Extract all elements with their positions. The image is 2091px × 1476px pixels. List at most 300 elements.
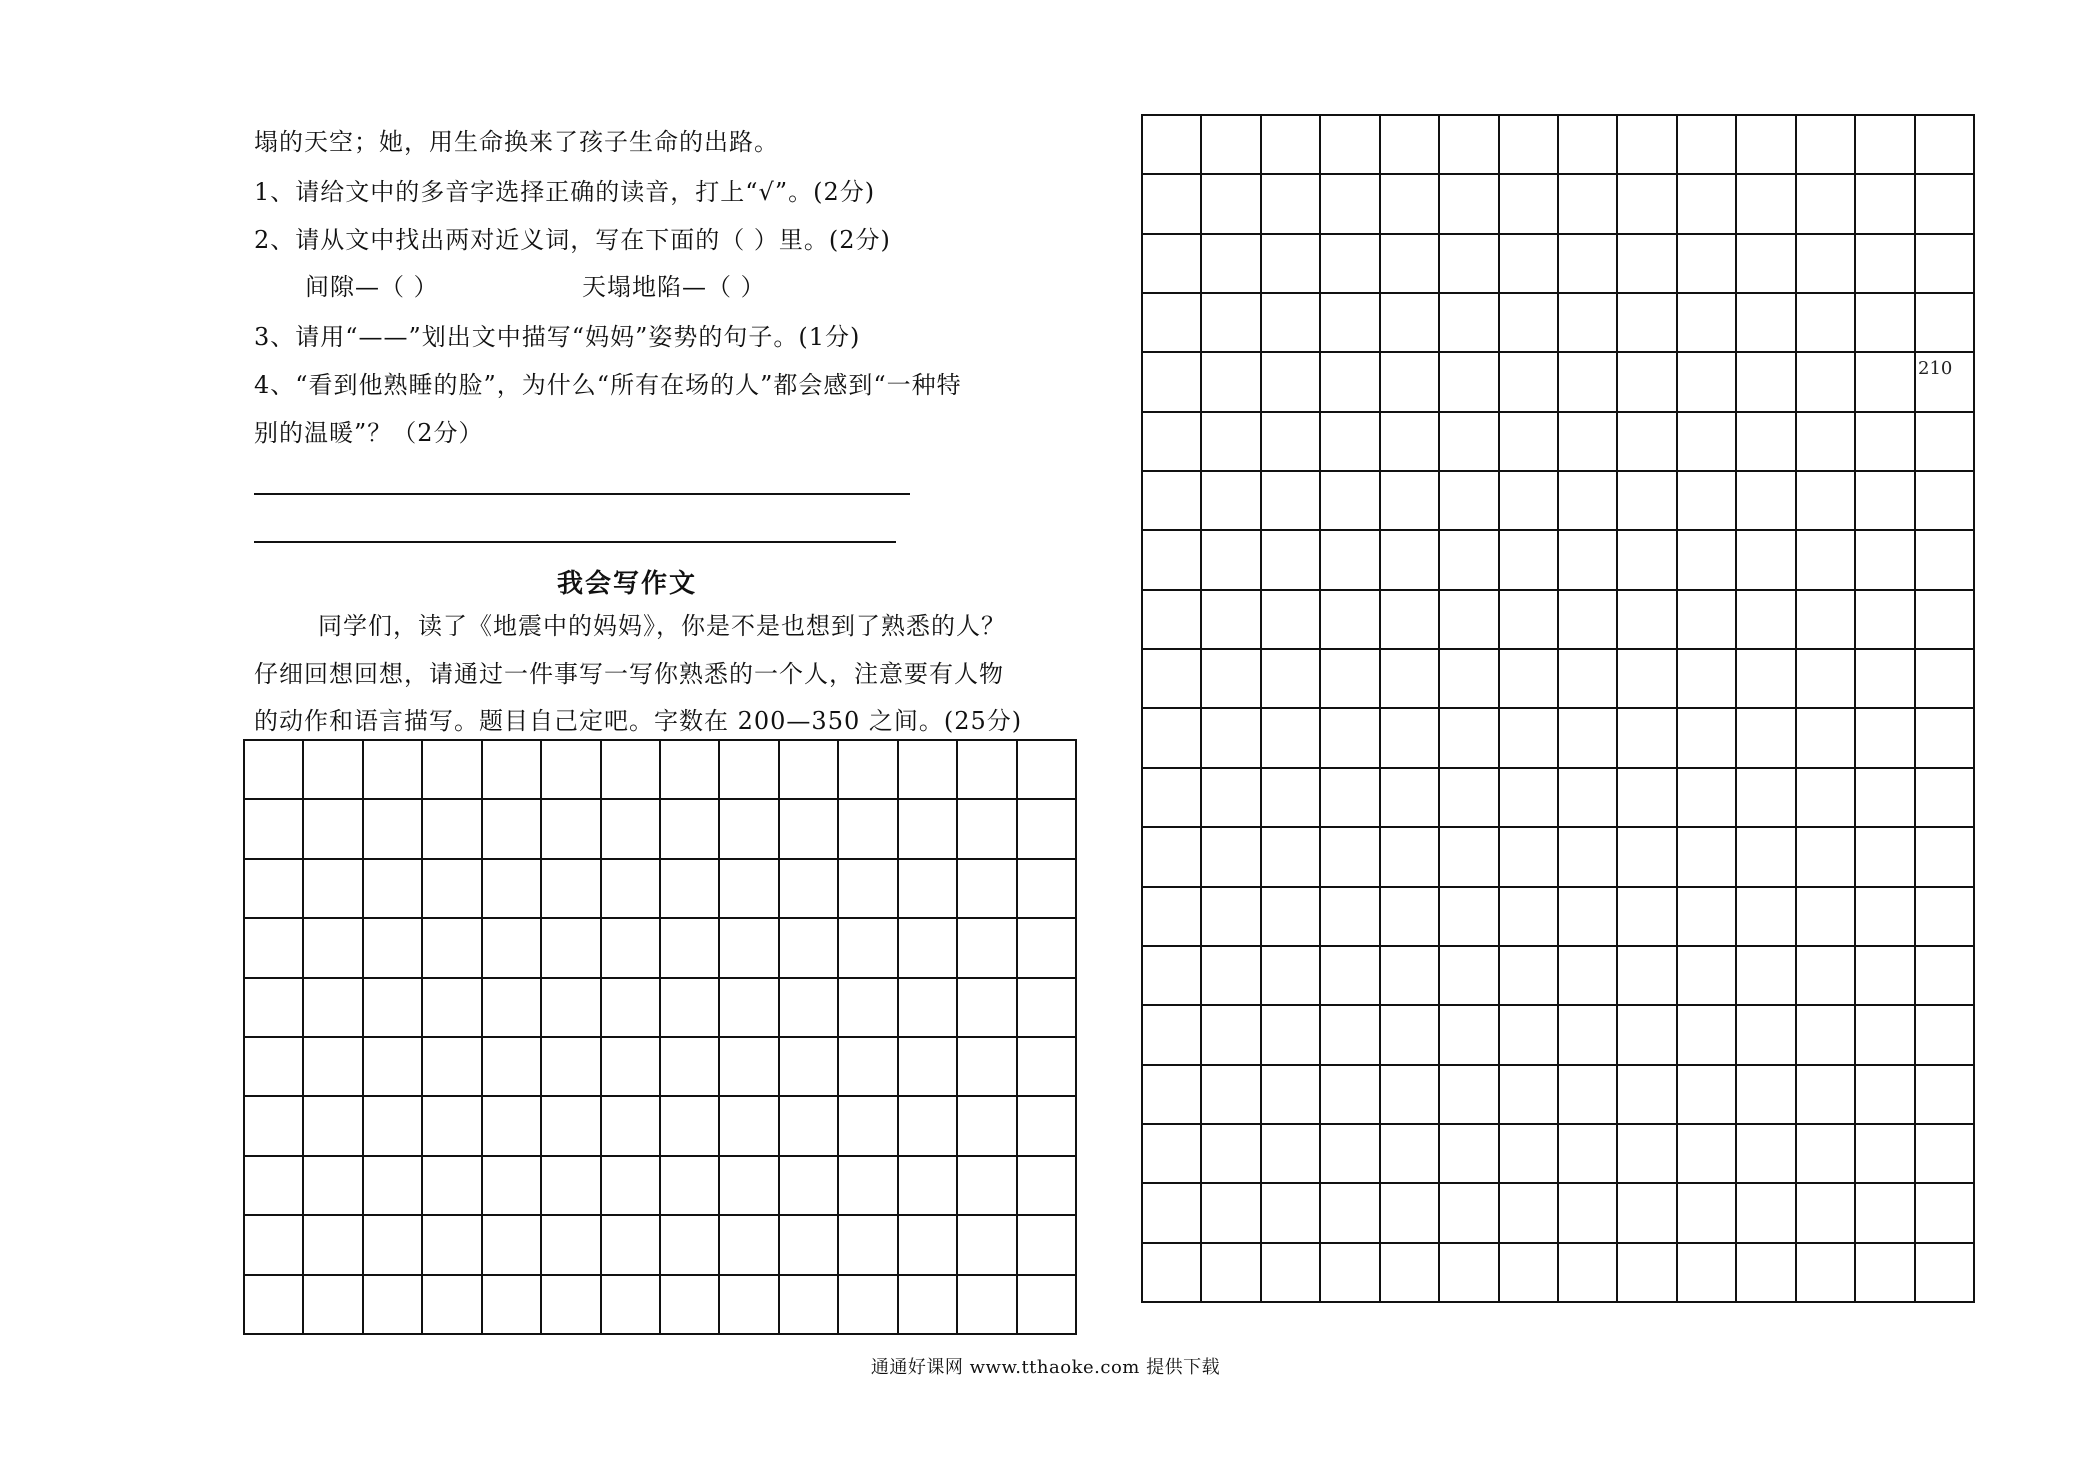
- grid-cell[interactable]: [1202, 947, 1261, 1006]
- grid-cell[interactable]: [1440, 531, 1499, 590]
- grid-cell[interactable]: [1440, 472, 1499, 531]
- grid-cell[interactable]: [1143, 1125, 1202, 1184]
- grid-cell[interactable]: [1321, 1244, 1380, 1303]
- grid-cell[interactable]: [1381, 709, 1440, 768]
- grid-cell[interactable]: [1737, 294, 1796, 353]
- grid-cell[interactable]: [780, 919, 839, 978]
- grid-cell[interactable]: [1618, 1184, 1677, 1243]
- grid-cell[interactable]: [661, 1276, 720, 1335]
- grid-cell[interactable]: [780, 1216, 839, 1275]
- grid-cell[interactable]: [958, 1038, 1017, 1097]
- grid-cell[interactable]: [1018, 1157, 1077, 1216]
- grid-cell[interactable]: [423, 1276, 482, 1335]
- grid-cell[interactable]: [780, 1276, 839, 1335]
- grid-cell[interactable]: [1202, 709, 1261, 768]
- grid-cell[interactable]: [1381, 1125, 1440, 1184]
- grid-cell[interactable]: [839, 1038, 898, 1097]
- grid-cell[interactable]: [1143, 1006, 1202, 1065]
- grid-cell[interactable]: [780, 1157, 839, 1216]
- grid-cell[interactable]: [245, 860, 304, 919]
- grid-cell[interactable]: [1262, 353, 1321, 412]
- grid-cell[interactable]: [1440, 413, 1499, 472]
- grid-cell[interactable]: [1559, 888, 1618, 947]
- grid-cell[interactable]: [423, 800, 482, 859]
- grid-cell[interactable]: [720, 919, 779, 978]
- grid-cell[interactable]: [1856, 769, 1915, 828]
- grid-cell[interactable]: [1559, 1184, 1618, 1243]
- grid-cell[interactable]: [1618, 175, 1677, 234]
- grid-cell[interactable]: [245, 741, 304, 800]
- grid-cell[interactable]: [780, 860, 839, 919]
- grid-cell[interactable]: [245, 1216, 304, 1275]
- grid-cell[interactable]: [1321, 769, 1380, 828]
- grid-cell[interactable]: [1440, 1244, 1499, 1303]
- grid-cell[interactable]: [1559, 472, 1618, 531]
- grid-cell[interactable]: [1737, 709, 1796, 768]
- grid-cell[interactable]: [1797, 769, 1856, 828]
- grid-cell[interactable]: [1202, 1184, 1261, 1243]
- grid-cell[interactable]: [1797, 1125, 1856, 1184]
- grid-cell[interactable]: [304, 1216, 363, 1275]
- grid-cell[interactable]: [1916, 531, 1975, 590]
- grid-cell[interactable]: [1916, 591, 1975, 650]
- grid-cell[interactable]: [1500, 709, 1559, 768]
- grid-cell[interactable]: [602, 1276, 661, 1335]
- grid-cell[interactable]: [1916, 888, 1975, 947]
- grid-cell[interactable]: [602, 1038, 661, 1097]
- grid-cell[interactable]: [1440, 175, 1499, 234]
- grid-cell[interactable]: [1559, 709, 1618, 768]
- grid-cell[interactable]: [423, 979, 482, 1038]
- grid-cell[interactable]: [839, 860, 898, 919]
- grid-cell[interactable]: [1381, 353, 1440, 412]
- grid-cell[interactable]: [364, 1097, 423, 1156]
- grid-cell[interactable]: [1143, 472, 1202, 531]
- grid-cell[interactable]: [839, 919, 898, 978]
- grid-cell[interactable]: [1916, 413, 1975, 472]
- grid-cell[interactable]: [1381, 1066, 1440, 1125]
- grid-cell[interactable]: [958, 1216, 1017, 1275]
- grid-cell[interactable]: [1262, 531, 1321, 590]
- grid-cell[interactable]: [1856, 1006, 1915, 1065]
- grid-cell[interactable]: [1321, 472, 1380, 531]
- grid-cell[interactable]: [1500, 591, 1559, 650]
- grid-cell[interactable]: [1321, 650, 1380, 709]
- grid-cell[interactable]: [1143, 1066, 1202, 1125]
- grid-cell[interactable]: [1678, 828, 1737, 887]
- grid-cell[interactable]: [1559, 1066, 1618, 1125]
- grid-cell[interactable]: [1559, 650, 1618, 709]
- grid-cell[interactable]: [1737, 116, 1796, 175]
- grid-cell[interactable]: [899, 979, 958, 1038]
- grid-cell[interactable]: [245, 979, 304, 1038]
- grid-cell[interactable]: [1797, 1006, 1856, 1065]
- grid-cell[interactable]: [720, 1038, 779, 1097]
- grid-cell[interactable]: [899, 860, 958, 919]
- grid-cell[interactable]: [1678, 1006, 1737, 1065]
- grid-cell[interactable]: [1916, 294, 1975, 353]
- grid-cell[interactable]: [1618, 472, 1677, 531]
- grid-cell[interactable]: [1381, 1184, 1440, 1243]
- grid-cell[interactable]: [364, 1216, 423, 1275]
- grid-cell[interactable]: [423, 1216, 482, 1275]
- grid-cell[interactable]: [1916, 1006, 1975, 1065]
- grid-cell[interactable]: [839, 1276, 898, 1335]
- grid-cell[interactable]: [1678, 769, 1737, 828]
- grid-cell[interactable]: [1202, 353, 1261, 412]
- grid-cell[interactable]: [1018, 1097, 1077, 1156]
- grid-cell[interactable]: [958, 1097, 1017, 1156]
- grid-cell[interactable]: [1678, 947, 1737, 1006]
- grid-cell[interactable]: [245, 800, 304, 859]
- grid-cell[interactable]: [1856, 531, 1915, 590]
- grid-cell[interactable]: [899, 1097, 958, 1156]
- grid-cell[interactable]: [1262, 1184, 1321, 1243]
- grid-cell[interactable]: [1381, 1244, 1440, 1303]
- grid-cell[interactable]: [1143, 1244, 1202, 1303]
- grid-cell[interactable]: [780, 741, 839, 800]
- grid-cell[interactable]: [1262, 591, 1321, 650]
- writing-grid-right[interactable]: [1141, 114, 1975, 1303]
- grid-cell[interactable]: [542, 919, 601, 978]
- grid-cell[interactable]: [1321, 413, 1380, 472]
- grid-cell[interactable]: [483, 800, 542, 859]
- grid-cell[interactable]: [1678, 888, 1737, 947]
- grid-cell[interactable]: [1916, 1244, 1975, 1303]
- grid-cell[interactable]: [542, 1038, 601, 1097]
- grid-cell[interactable]: [1678, 116, 1737, 175]
- grid-cell[interactable]: [1737, 947, 1796, 1006]
- grid-cell[interactable]: [1262, 709, 1321, 768]
- grid-cell[interactable]: [1737, 353, 1796, 412]
- grid-cell[interactable]: [1500, 294, 1559, 353]
- grid-cell[interactable]: [1321, 828, 1380, 887]
- grid-cell[interactable]: [1856, 472, 1915, 531]
- grid-cell[interactable]: [1440, 828, 1499, 887]
- grid-cell[interactable]: [1381, 531, 1440, 590]
- grid-cell[interactable]: [720, 979, 779, 1038]
- grid-cell[interactable]: [1916, 947, 1975, 1006]
- grid-cell[interactable]: [1737, 591, 1796, 650]
- grid-cell[interactable]: [245, 1276, 304, 1335]
- grid-cell[interactable]: [1262, 769, 1321, 828]
- grid-cell[interactable]: [1618, 413, 1677, 472]
- grid-cell[interactable]: [483, 919, 542, 978]
- grid-cell[interactable]: [1797, 1184, 1856, 1243]
- grid-cell[interactable]: [423, 1038, 482, 1097]
- grid-cell[interactable]: [602, 741, 661, 800]
- grid-cell[interactable]: [780, 800, 839, 859]
- grid-cell[interactable]: [483, 860, 542, 919]
- grid-cell[interactable]: [1797, 413, 1856, 472]
- grid-cell[interactable]: [1797, 235, 1856, 294]
- grid-cell[interactable]: [1202, 1066, 1261, 1125]
- grid-cell[interactable]: [1559, 947, 1618, 1006]
- answer-line-1[interactable]: [254, 493, 910, 495]
- grid-cell[interactable]: [1018, 860, 1077, 919]
- grid-cell[interactable]: [1202, 531, 1261, 590]
- grid-cell[interactable]: [1797, 1244, 1856, 1303]
- grid-cell[interactable]: [899, 1038, 958, 1097]
- grid-cell[interactable]: [1321, 1184, 1380, 1243]
- answer-line-2[interactable]: [254, 541, 896, 543]
- grid-cell[interactable]: [1618, 947, 1677, 1006]
- grid-cell[interactable]: [1143, 1184, 1202, 1243]
- grid-cell[interactable]: [1143, 947, 1202, 1006]
- grid-cell[interactable]: [1381, 472, 1440, 531]
- grid-cell[interactable]: [1737, 1244, 1796, 1303]
- grid-cell[interactable]: [958, 919, 1017, 978]
- grid-cell[interactable]: [661, 800, 720, 859]
- grid-cell[interactable]: [1916, 1066, 1975, 1125]
- grid-cell[interactable]: [1321, 591, 1380, 650]
- grid-cell[interactable]: [661, 1216, 720, 1275]
- grid-cell[interactable]: [720, 1097, 779, 1156]
- grid-cell[interactable]: [304, 979, 363, 1038]
- grid-cell[interactable]: [1381, 235, 1440, 294]
- grid-cell[interactable]: [1262, 1006, 1321, 1065]
- grid-cell[interactable]: [542, 1097, 601, 1156]
- grid-cell[interactable]: [1559, 1125, 1618, 1184]
- grid-cell[interactable]: [1381, 828, 1440, 887]
- grid-cell[interactable]: [661, 741, 720, 800]
- grid-cell[interactable]: [1500, 1125, 1559, 1184]
- grid-cell[interactable]: [958, 1157, 1017, 1216]
- grid-cell[interactable]: [1440, 709, 1499, 768]
- grid-cell[interactable]: [958, 800, 1017, 859]
- grid-cell[interactable]: [1678, 709, 1737, 768]
- grid-cell[interactable]: [1678, 472, 1737, 531]
- grid-cell[interactable]: [1737, 769, 1796, 828]
- grid-cell[interactable]: [1500, 116, 1559, 175]
- grid-cell[interactable]: [1797, 591, 1856, 650]
- grid-cell[interactable]: [1440, 235, 1499, 294]
- grid-cell[interactable]: [602, 800, 661, 859]
- grid-cell[interactable]: [899, 1216, 958, 1275]
- grid-cell[interactable]: [720, 860, 779, 919]
- grid-cell[interactable]: [1916, 650, 1975, 709]
- grid-cell[interactable]: [1381, 591, 1440, 650]
- grid-cell[interactable]: [1559, 235, 1618, 294]
- grid-cell[interactable]: [1321, 116, 1380, 175]
- grid-cell[interactable]: [661, 1157, 720, 1216]
- grid-cell[interactable]: [1440, 888, 1499, 947]
- grid-cell[interactable]: [304, 860, 363, 919]
- grid-cell[interactable]: [364, 800, 423, 859]
- grid-cell[interactable]: [1618, 650, 1677, 709]
- grid-cell[interactable]: [483, 979, 542, 1038]
- grid-cell[interactable]: [661, 1097, 720, 1156]
- grid-cell[interactable]: [839, 1157, 898, 1216]
- grid-cell[interactable]: [483, 1276, 542, 1335]
- grid-cell[interactable]: [1856, 650, 1915, 709]
- grid-cell[interactable]: [1381, 413, 1440, 472]
- grid-cell[interactable]: [1202, 413, 1261, 472]
- grid-cell[interactable]: [542, 1157, 601, 1216]
- grid-cell[interactable]: [1202, 828, 1261, 887]
- grid-cell[interactable]: [1202, 294, 1261, 353]
- grid-cell[interactable]: [1678, 294, 1737, 353]
- grid-cell[interactable]: [304, 1097, 363, 1156]
- grid-cell[interactable]: [1262, 413, 1321, 472]
- grid-cell[interactable]: [542, 860, 601, 919]
- grid-cell[interactable]: [958, 860, 1017, 919]
- grid-cell[interactable]: [1618, 591, 1677, 650]
- grid-cell[interactable]: [661, 860, 720, 919]
- grid-cell[interactable]: [1678, 1184, 1737, 1243]
- grid-cell[interactable]: [899, 1157, 958, 1216]
- grid-cell[interactable]: [1440, 650, 1499, 709]
- grid-cell[interactable]: [1678, 1125, 1737, 1184]
- grid-cell[interactable]: [1797, 828, 1856, 887]
- grid-cell[interactable]: [1440, 1006, 1499, 1065]
- grid-cell[interactable]: [1440, 1066, 1499, 1125]
- grid-cell[interactable]: [1381, 769, 1440, 828]
- grid-cell[interactable]: [1559, 828, 1618, 887]
- grid-cell[interactable]: [1202, 888, 1261, 947]
- grid-cell[interactable]: [1202, 116, 1261, 175]
- grid-cell[interactable]: [1440, 591, 1499, 650]
- grid-cell[interactable]: [1797, 294, 1856, 353]
- grid-cell[interactable]: [1018, 800, 1077, 859]
- grid-cell[interactable]: [423, 1157, 482, 1216]
- grid-cell[interactable]: [1737, 650, 1796, 709]
- grid-cell[interactable]: [245, 919, 304, 978]
- grid-cell[interactable]: [1797, 472, 1856, 531]
- grid-cell[interactable]: [1559, 1006, 1618, 1065]
- grid-cell[interactable]: [602, 860, 661, 919]
- grid-cell[interactable]: [1500, 353, 1559, 412]
- grid-cell[interactable]: [839, 741, 898, 800]
- grid-cell[interactable]: [1737, 531, 1796, 590]
- grid-cell[interactable]: [1321, 235, 1380, 294]
- grid-cell[interactable]: [1321, 531, 1380, 590]
- grid-cell[interactable]: [1500, 472, 1559, 531]
- grid-cell[interactable]: [958, 979, 1017, 1038]
- grid-cell[interactable]: [1143, 888, 1202, 947]
- grid-cell[interactable]: [1559, 294, 1618, 353]
- grid-cell[interactable]: [1916, 472, 1975, 531]
- grid-cell[interactable]: [1916, 1125, 1975, 1184]
- grid-cell[interactable]: [364, 860, 423, 919]
- grid-cell[interactable]: [483, 1038, 542, 1097]
- grid-cell[interactable]: [1559, 769, 1618, 828]
- grid-cell[interactable]: [1143, 175, 1202, 234]
- grid-cell[interactable]: [1500, 650, 1559, 709]
- grid-cell[interactable]: [1618, 888, 1677, 947]
- grid-cell[interactable]: [542, 1276, 601, 1335]
- grid-cell[interactable]: [602, 919, 661, 978]
- grid-cell[interactable]: [1500, 828, 1559, 887]
- grid-cell[interactable]: [483, 1216, 542, 1275]
- grid-cell[interactable]: [1678, 1066, 1737, 1125]
- grid-cell[interactable]: [1143, 531, 1202, 590]
- grid-cell[interactable]: [602, 979, 661, 1038]
- grid-cell[interactable]: [1500, 413, 1559, 472]
- grid-cell[interactable]: [1262, 888, 1321, 947]
- grid-cell[interactable]: [720, 1157, 779, 1216]
- grid-cell[interactable]: [1143, 650, 1202, 709]
- grid-cell[interactable]: [720, 1216, 779, 1275]
- grid-cell[interactable]: [1202, 472, 1261, 531]
- grid-cell[interactable]: [1856, 353, 1915, 412]
- grid-cell[interactable]: [1381, 294, 1440, 353]
- grid-cell[interactable]: [661, 919, 720, 978]
- grid-cell[interactable]: [720, 800, 779, 859]
- grid-cell[interactable]: [1856, 1184, 1915, 1243]
- grid-cell[interactable]: [1440, 116, 1499, 175]
- grid-cell[interactable]: [1018, 1216, 1077, 1275]
- grid-cell[interactable]: [1202, 1125, 1261, 1184]
- grid-cell[interactable]: [304, 1157, 363, 1216]
- grid-cell[interactable]: [1440, 353, 1499, 412]
- grid-cell[interactable]: [1618, 709, 1677, 768]
- grid-cell[interactable]: [245, 1157, 304, 1216]
- grid-cell[interactable]: [1737, 413, 1796, 472]
- grid-cell[interactable]: [899, 919, 958, 978]
- grid-cell[interactable]: [1018, 1276, 1077, 1335]
- grid-cell[interactable]: [1737, 828, 1796, 887]
- grid-cell[interactable]: [1737, 1125, 1796, 1184]
- grid-cell[interactable]: [1018, 1038, 1077, 1097]
- grid-cell[interactable]: [1321, 947, 1380, 1006]
- grid-cell[interactable]: [364, 1038, 423, 1097]
- grid-cell[interactable]: [304, 1276, 363, 1335]
- grid-cell[interactable]: [1262, 116, 1321, 175]
- grid-cell[interactable]: [1737, 235, 1796, 294]
- grid-cell[interactable]: [1559, 1244, 1618, 1303]
- grid-cell[interactable]: [483, 741, 542, 800]
- grid-cell[interactable]: [1797, 175, 1856, 234]
- grid-cell[interactable]: [1500, 1006, 1559, 1065]
- grid-cell[interactable]: [1500, 947, 1559, 1006]
- grid-cell[interactable]: [1500, 888, 1559, 947]
- grid-cell[interactable]: [364, 1276, 423, 1335]
- grid-cell[interactable]: [1916, 175, 1975, 234]
- grid-cell[interactable]: [1618, 1006, 1677, 1065]
- grid-cell[interactable]: [1618, 828, 1677, 887]
- grid-cell[interactable]: [1856, 116, 1915, 175]
- grid-cell[interactable]: [1500, 175, 1559, 234]
- grid-cell[interactable]: [661, 979, 720, 1038]
- grid-cell[interactable]: [1618, 235, 1677, 294]
- grid-cell[interactable]: [364, 1157, 423, 1216]
- grid-cell[interactable]: [1737, 888, 1796, 947]
- grid-cell[interactable]: [780, 979, 839, 1038]
- grid-cell[interactable]: [1737, 1066, 1796, 1125]
- grid-cell[interactable]: [1381, 175, 1440, 234]
- grid-cell[interactable]: [304, 800, 363, 859]
- grid-cell[interactable]: [1321, 294, 1380, 353]
- grid-cell[interactable]: [1500, 235, 1559, 294]
- grid-cell[interactable]: [1381, 947, 1440, 1006]
- grid-cell[interactable]: [1618, 769, 1677, 828]
- grid-cell[interactable]: [542, 979, 601, 1038]
- grid-cell[interactable]: [1143, 235, 1202, 294]
- grid-cell[interactable]: [1618, 531, 1677, 590]
- grid-cell[interactable]: [1321, 1006, 1380, 1065]
- grid-cell[interactable]: [899, 1276, 958, 1335]
- grid-cell[interactable]: [1262, 1244, 1321, 1303]
- grid-cell[interactable]: [1143, 769, 1202, 828]
- grid-cell[interactable]: [423, 860, 482, 919]
- grid-cell[interactable]: [958, 741, 1017, 800]
- grid-cell[interactable]: [1018, 979, 1077, 1038]
- grid-cell[interactable]: [1500, 1184, 1559, 1243]
- grid-cell[interactable]: [1381, 650, 1440, 709]
- grid-cell[interactable]: [483, 1157, 542, 1216]
- grid-cell[interactable]: [1143, 116, 1202, 175]
